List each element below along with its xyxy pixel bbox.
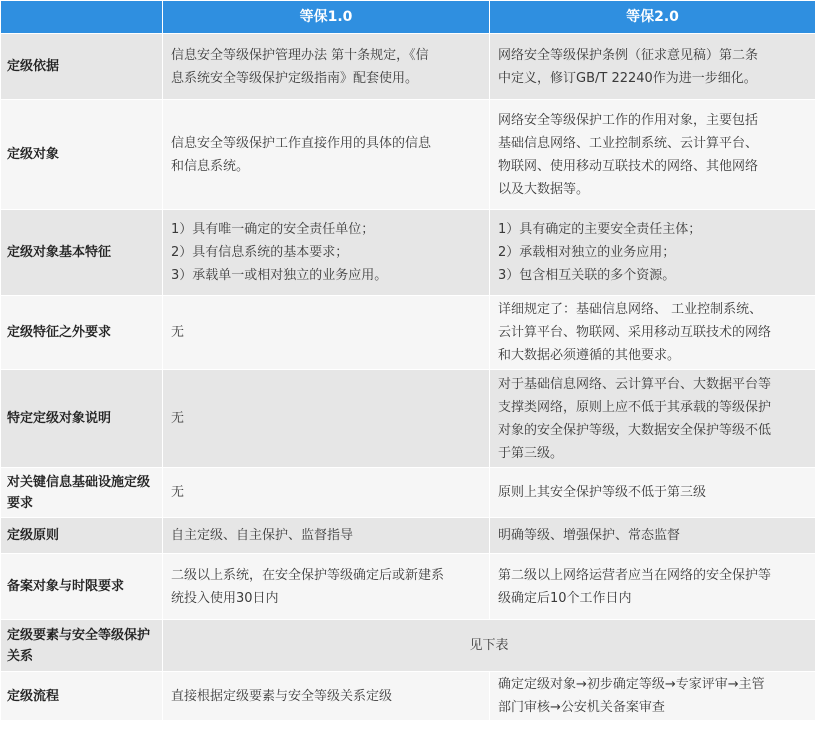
cell-line: 云计算平台、物联网、采用移动互联技术的网络	[498, 325, 772, 340]
cell-dengbao-1	[163, 518, 490, 554]
cell-line: 1）具有唯一确定的安全责任单位；	[171, 222, 375, 237]
header-corner	[1, 1, 163, 34]
row-label: 备案对象与时限要求	[1, 554, 163, 620]
header-col-dengbao-2: 等保2.0	[490, 1, 815, 34]
cell-dengbao-2	[490, 672, 815, 721]
row-label: 对关键信息基础设施定级要求	[1, 468, 163, 518]
cell-line: 网络安全等级保护工作的作用对象，主要包括	[498, 112, 759, 128]
cell-line: 部门审核→公安机关备案审查	[498, 700, 665, 715]
cell-dengbao-1	[163, 34, 490, 100]
cell-line: 级确定后10个工作日内	[498, 590, 632, 606]
cell-dengbao-1	[163, 554, 490, 620]
row-label: 定级对象基本特征	[1, 210, 163, 296]
cell-line: 对于基础信息网络、云计算平台、大数据平台等	[498, 376, 772, 392]
row-label: 定级流程	[1, 672, 163, 721]
table-row	[1, 296, 815, 370]
cell-line: 第二级以上网络运营者应当在网络的安全保护等	[498, 567, 772, 583]
table-row	[1, 370, 815, 468]
header-row	[1, 1, 815, 34]
table-row	[1, 34, 815, 100]
cell-line: 原则上其安全保护等级不低于第三级	[498, 485, 707, 500]
table-row	[1, 620, 815, 672]
cell-line: 3）承载单一或相对独立的业务应用。	[171, 268, 388, 283]
cell-line: 直接根据定级要素与安全等级关系定级	[171, 688, 393, 704]
cell-dengbao-2	[490, 370, 815, 468]
cell-line: 支撑类网络，原则上应不低于其承载的等级保护	[498, 399, 772, 415]
cell-line: 和信息系统。	[171, 158, 250, 174]
cell-line: 对象的安全保护等级，大数据安全保护等级不低	[498, 422, 772, 438]
cell-line: 统投入使用30日内	[171, 590, 279, 606]
cell-line: 物联网、使用移动互联技术的网络、其他网络	[498, 158, 759, 174]
table-row	[1, 672, 815, 721]
cell-line: 以及大数据等。	[498, 181, 590, 197]
cell-line: 明确等级、增强保护、常态监督	[498, 528, 681, 543]
cell-line: 2）具有信息系统的基本要求；	[171, 245, 349, 260]
row-label: 定级特征之外要求	[1, 296, 163, 370]
cell-line: 2）承载相对独立的业务应用；	[498, 245, 676, 260]
cell-line: 息系统安全等级保护定级指南》配套使用。	[171, 70, 419, 86]
cell-line: 自主定级、自主保护、监督指导	[171, 528, 354, 543]
cell-dengbao-1	[163, 370, 490, 468]
cell-dengbao-2	[490, 100, 815, 210]
cell-line: 无	[171, 411, 185, 426]
row-label: 定级原则	[1, 518, 163, 554]
cell-dengbao-2	[490, 210, 815, 296]
cell-line: 基础信息网络、工业控制系统、云计算平台、	[498, 135, 759, 151]
cell-line: 和大数据必须遵循的其他要求。	[498, 348, 681, 363]
cell-dengbao-1	[163, 210, 490, 296]
cell-line: 1）具有确定的主要安全责任主体；	[498, 222, 702, 237]
row-label: 定级对象	[1, 100, 163, 210]
table-body	[1, 34, 815, 721]
table-row	[1, 100, 815, 210]
cell-dengbao-2	[490, 468, 815, 518]
cell-line: 信息安全等级保护工作直接作用的具体的信息	[171, 135, 432, 151]
cell-line: 于第三级。	[498, 445, 564, 461]
cell-line: 中定义，修订GB/T 22240作为进一步细化。	[498, 70, 757, 86]
table-row	[1, 210, 815, 296]
table-row	[1, 468, 815, 518]
cell-dengbao-2	[490, 518, 815, 554]
cell-dengbao-1	[163, 100, 490, 210]
row-label: 定级要素与安全等级保护关系	[1, 620, 163, 672]
cell-dengbao-1	[163, 468, 490, 518]
table-row	[1, 518, 815, 554]
cell-dengbao-1	[163, 672, 490, 721]
cell-line: 二级以上系统，在安全保护等级确定后或新建系	[171, 567, 445, 583]
row-label: 特定定级对象说明	[1, 370, 163, 468]
cell-line: 无	[171, 325, 185, 340]
header-col-dengbao-1: 等保1.0	[163, 1, 490, 34]
cell-dengbao-1	[163, 296, 490, 370]
cell-line: 网络安全等级保护条例（征求意见稿）第二条	[498, 47, 759, 63]
merged-cell: 见下表	[163, 620, 815, 672]
cell-dengbao-2	[490, 296, 815, 370]
cell-line: 无	[171, 485, 185, 500]
cell-line: 3）包含相互关联的多个资源。	[498, 268, 676, 283]
table-row	[1, 554, 815, 620]
cell-dengbao-2	[490, 34, 815, 100]
cell-line: 确定定级对象→初步确定等级→专家评审→主管	[498, 677, 765, 692]
cell-line: 详细规定了：基础信息网络、 工业控制系统、	[498, 302, 763, 317]
row-label: 定级依据	[1, 34, 163, 100]
cell-line: 信息安全等级保护管理办法 第十条规定，《信	[171, 47, 429, 63]
cell-dengbao-2	[490, 554, 815, 620]
